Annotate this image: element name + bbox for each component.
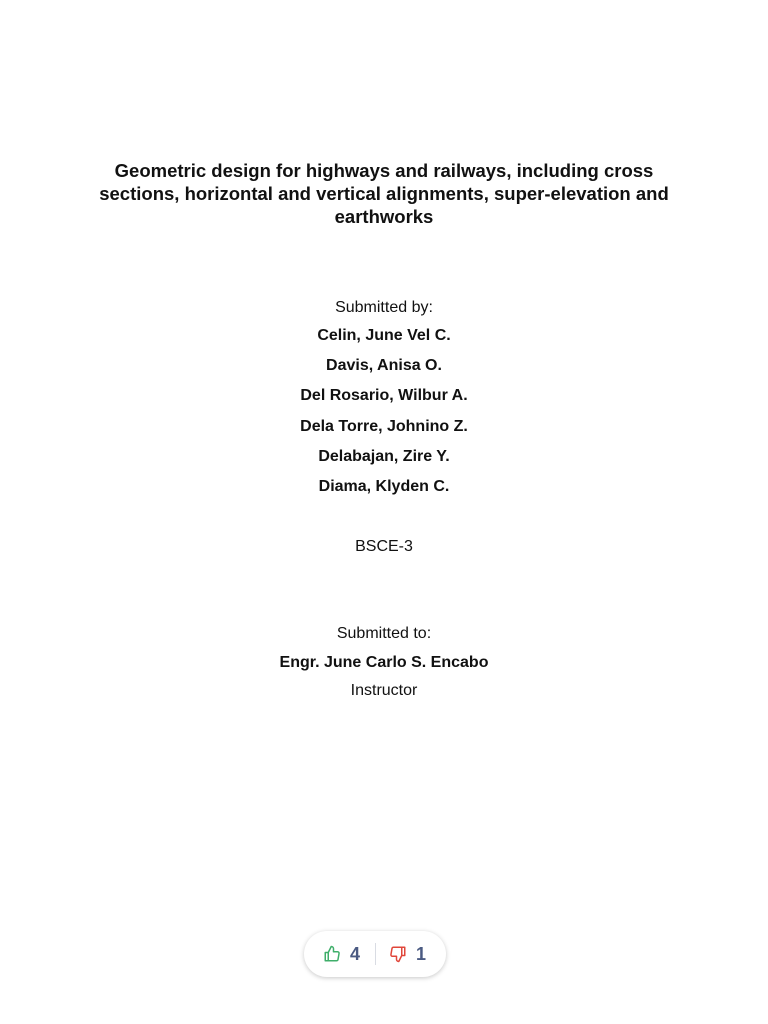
- downvote-button[interactable]: [376, 931, 426, 977]
- vote-widget: [304, 931, 446, 977]
- instructor-role: Instructor: [350, 682, 418, 699]
- thumbs-up-icon: [323, 945, 341, 963]
- section-code: BSCE-3: [355, 538, 413, 555]
- author-name: Diama, Klyden C.: [318, 477, 450, 495]
- author-list: [0, 326, 768, 507]
- upvote-count: 4: [350, 944, 361, 964]
- downvote-count: 1: [416, 944, 427, 964]
- author-name: Delabajan, Zire Y.: [318, 447, 450, 465]
- instructor-name: Engr. June Carlo S. Encabo: [279, 654, 489, 671]
- author-name: Davis, Anisa O.: [326, 357, 442, 375]
- submitted-by-label: Submitted by:: [335, 299, 433, 316]
- author-name: Dela Torre, Johnino Z.: [300, 417, 468, 435]
- author-name: Celin, June Vel C.: [317, 327, 451, 344]
- submitted-to-label: Submitted to:: [336, 625, 432, 642]
- upvote-button[interactable]: [304, 931, 375, 977]
- thumbs-down-icon: [389, 945, 407, 963]
- author-name: Del Rosario, Wilbur A.: [300, 387, 468, 405]
- document-title: Geometric design for highways and railways, including cross sections, horizontal and vertical alignments, super-elevation and earthworks: [99, 160, 669, 227]
